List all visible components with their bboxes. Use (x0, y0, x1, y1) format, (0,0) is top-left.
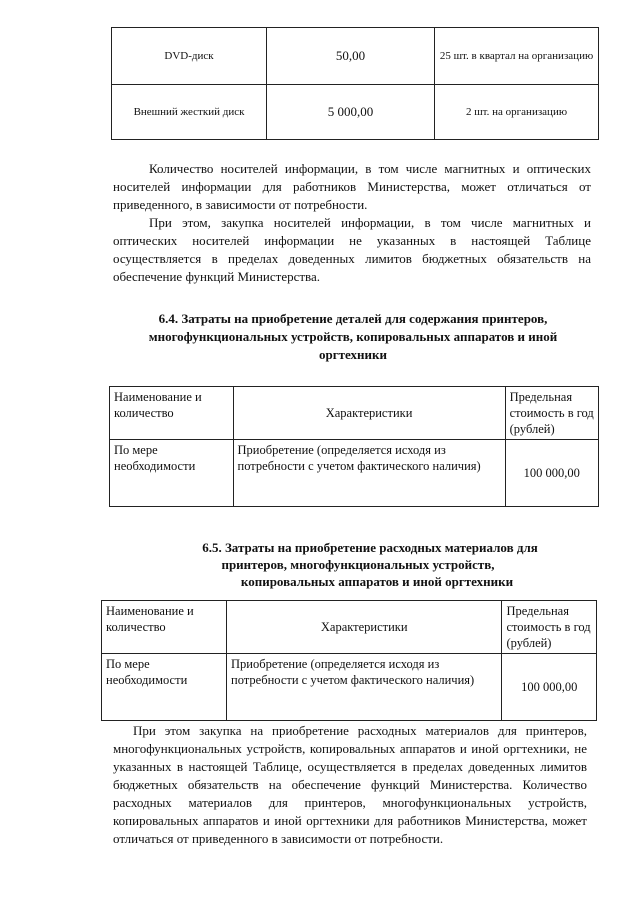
table-row (110, 440, 599, 507)
paragraph-consumables-purchase: При этом закупка на приобретение расходных материалов для принтеров, многофункциональных устройств, копировальных аппаратов и иной оргтехники, не указанных в настоящей Таблице, осуществляется в пределах доведенных лимитов бюджетных обязательств на обеспечение функций Министерства. Количество расходных материалов для принтеров, многофункциональных устройств, копировальных аппаратов и иной оргтехники для работников Министерства, может отличаться от приведенного в зависимости от потребности. (113, 723, 587, 846)
table-row (112, 85, 599, 140)
row-characteristics: Приобретение (определяется исходя из потребности с учетом фактического наличия) (227, 654, 502, 721)
table-row (102, 654, 597, 721)
table-header-row (102, 601, 597, 654)
item-quantity-cell: 2 шт. на организацию (435, 85, 599, 140)
row-price: 100 000,00 (502, 654, 597, 721)
section-heading-6-5-line3: копировальных аппаратов и иной оргтехники (240, 574, 514, 589)
section-heading-6-5-line1: 6.5. Затраты на приобретение расходных материалов для (202, 540, 538, 555)
header-characteristics: Характеристики (233, 387, 505, 440)
table-header-row (110, 387, 599, 440)
header-characteristics: Характеристики (227, 601, 502, 654)
row-name: По мере необходимости (102, 654, 227, 721)
section-heading-6-5-line2: принтеров, многофункциональных устройств, (221, 557, 495, 572)
row-name: По мере необходимости (110, 440, 234, 507)
row-characteristics: Приобретение (определяется исходя из потребности с учетом фактического наличия) (233, 440, 505, 507)
header-price: Предельная стоимость в год (рублей) (505, 387, 598, 440)
item-price-cell: 5 000,00 (267, 85, 435, 140)
item-quantity-cell: 25 шт. в квартал на организацию (435, 28, 599, 85)
printer-consumables-table (101, 600, 597, 721)
table-row (112, 28, 599, 85)
paragraph-media-purchase: При этом, закупка носителей информации, в том числе магнитных и оптических носителей информации не указанных в настоящей Таблице осуществляется в пределах доведенных лимитов бюджетных обязательств на обеспечение функций Министерства. (113, 215, 591, 284)
header-price: Предельная стоимость в год (рублей) (502, 601, 597, 654)
printer-parts-table (109, 386, 599, 507)
section-heading-6-4: 6.4. Затраты на приобретение деталей для содержания принтеров, многофункциональных устройств, копировальных аппаратов и иной оргтехники (148, 311, 558, 362)
header-name: Наименование и количество (102, 601, 227, 654)
item-name-cell: Внешний жесткий диск (112, 85, 267, 140)
row-price: 100 000,00 (505, 440, 598, 507)
paragraph-media-quantity: Количество носителей информации, в том числе магнитных и оптических носителей информации для работников Министерства, может отличаться от приведенного, в зависимости от потребности. (113, 161, 591, 212)
media-table (111, 27, 599, 140)
item-name-cell: DVD-диск (112, 28, 267, 85)
item-price-cell: 50,00 (267, 28, 435, 85)
header-name: Наименование и количество (110, 387, 234, 440)
